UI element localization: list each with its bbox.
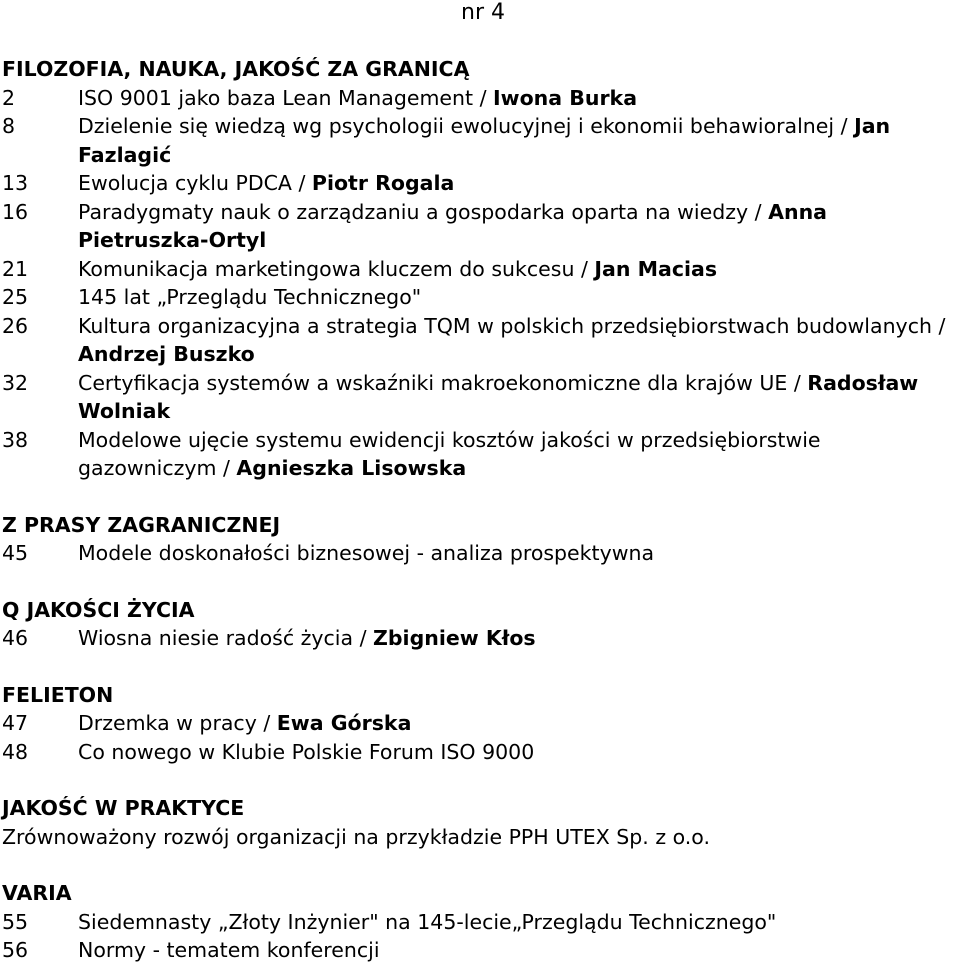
entry-page-number: 47 [2,711,29,735]
entry-page-number: 13 [2,171,29,195]
toc-entry [2,255,952,284]
toc-entry [2,908,952,937]
entry-text: Drzemka w pracy / Ewa Górska [78,711,412,735]
toc-section [2,511,952,568]
toc-entry [2,624,952,653]
entry-title: Siedemnasty „Złoty Inżynier" na 145-lecie„Przeglądu Technicznego" [78,909,777,934]
entry-text: Dzielenie się wiedzą wg psychologii ewolucyjnej i ekonomii behawioralnej / Jan Fazlagić [78,114,891,167]
toc-entry [2,169,952,198]
entry-text: Paradygmaty nauk o zarządzaniu a gospodarka oparta na wiedzy / Anna Pietruszka-Ortyl [78,199,827,252]
entry-title: Co nowego w Klubie Polskie Forum ISO 9000 [78,739,535,764]
entry-author: Iwona Burka [493,85,638,110]
table-of-contents [2,55,952,965]
entry-author: Andrzej Buszko [78,342,255,366]
entry-page-number: 21 [2,256,29,281]
toc-entry [2,198,952,255]
toc-entry [2,112,952,169]
toc-entry [2,738,952,767]
section-heading: Q JAKOŚCI ŻYCIA [2,597,195,622]
entry-title: Zrównoważony rozwój organizacji na przykładzie PPH UTEX Sp. z o.o. [2,824,711,849]
entry-page-number: 32 [2,370,29,395]
entry-title: Dzielenie się wiedzą wg psychologii ewolucyjnej i ekonomii behawioralnej [78,114,835,138]
entry-page-number: 48 [2,739,29,764]
entry-page-number: 25 [2,285,29,309]
entry-text: Ewolucja cyklu PDCA / Piotr Rogala [78,171,455,195]
entry-title: Paradygmaty nauk o zarządzaniu a gospodarka oparta na wiedzy [78,199,749,224]
toc-entry [2,936,952,965]
entry-text: ISO 9001 jako baza Lean Management / Iwona Burka [78,85,638,110]
section-heading: VARIA [2,881,72,905]
entry-title: Ewolucja cyklu PDCA [78,171,292,195]
toc-entry [2,312,952,369]
entry-page-number: 46 [2,626,29,650]
entry-text: Komunikacja marketingowa kluczem do sukcesu / Jan Macias [78,256,718,281]
toc-entry [2,539,952,568]
entry-author: Radosław Wolniak [78,370,919,423]
section-heading: FILOZOFIA, NAUKA, JAKOŚĆ ZA GRANICĄ [2,57,470,81]
entry-text [78,283,952,312]
entry-page-number: 26 [2,313,29,338]
toc-entry [2,823,952,852]
entry-title: ISO 9001 jako baza Lean Management [78,85,474,110]
entry-title: Modelowe ujęcie systemu ewidencji kosztów jakości w przedsiębiorstwie gazowniczym [78,427,821,480]
toc-section [2,596,952,653]
entry-title: Normy - tematem konferencji [78,938,380,962]
entry-text: Modelowe ujęcie systemu ewidencji kosztów jakości w przedsiębiorstwie gazowniczym / Agnieszka Lisowska [78,427,821,480]
entry-title: Drzemka w pracy [78,711,257,735]
entry-author: Jan Macias [594,256,718,281]
entry-page-number: 56 [2,938,29,962]
entry-author: Piotr Rogala [311,171,455,195]
section-heading: FELIETON [2,682,114,707]
entry-text: Wiosna niesie radość życia / Zbigniew Kłos [78,626,536,650]
entry-page-number: 45 [2,541,29,565]
toc-entry [2,709,952,738]
entry-text [78,539,952,568]
entry-page-number: 16 [2,199,29,224]
toc-section [2,794,952,851]
entry-title: Modele doskonałości biznesowej - analiza prospektywna [78,541,655,565]
toc-entry [2,369,952,426]
entry-text: Kultura organizacyjna a strategia TQM w polskich przedsiębiorstwach budowlanych / Andrzej Buszko [78,313,946,366]
entry-text [78,936,952,965]
entry-text [78,908,952,937]
entry-title: Kultura organizacyjna a strategia TQM w polskich przedsiębiorstwach budowlanych [78,313,932,338]
issue-number: nr 4 [461,0,505,25]
entry-title: Komunikacja marketingowa kluczem do sukcesu [78,256,575,281]
entry-page-number: 8 [2,114,16,138]
entry-title: 145 lat „Przeglądu Technicznego" [78,285,422,309]
entry-text: Certyfikacja systemów a wskaźniki makroekonomiczne dla krajów UE / Radosław Wolniak [78,370,919,423]
toc-section [2,55,952,483]
toc-section [2,879,952,965]
entry-title: Certyfikacja systemów a wskaźniki makroekonomiczne dla krajów UE [78,370,788,395]
entry-author: Agnieszka Lisowska [236,456,467,480]
toc-entry [2,426,952,483]
entry-title: Wiosna niesie radość życia [78,626,354,650]
entry-page-number: 38 [2,427,29,452]
toc-section [2,681,952,767]
entry-author: Jan Fazlagić [78,114,891,167]
section-heading: Z PRASY ZAGRANICZNEJ [2,512,281,537]
section-heading: JAKOŚĆ W PRAKTYCE [2,796,245,820]
entry-author: Anna Pietruszka-Ortyl [78,199,827,252]
toc-entry [2,84,952,113]
entry-author: Zbigniew Kłos [373,626,536,650]
entry-text [78,738,952,767]
toc-entry [2,283,952,312]
entry-page-number: 55 [2,909,29,934]
entry-author: Ewa Górska [276,711,412,735]
entry-page-number: 2 [2,85,16,110]
